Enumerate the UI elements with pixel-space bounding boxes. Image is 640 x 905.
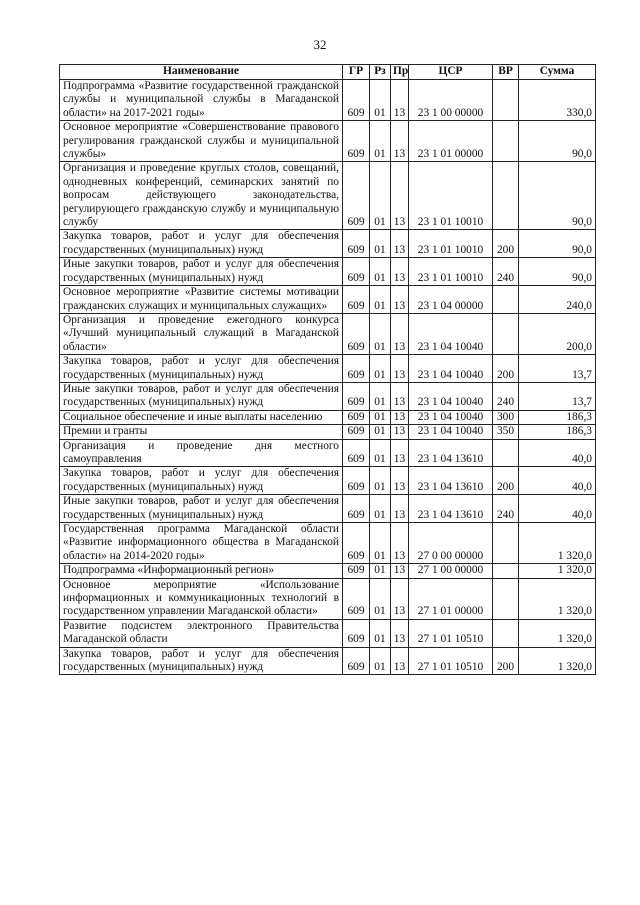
header-name: Наименование bbox=[60, 65, 343, 80]
row-csr: 23 1 04 10040 bbox=[409, 355, 493, 383]
row-gr: 609 bbox=[343, 355, 370, 383]
row-csr: 23 1 01 00000 bbox=[409, 121, 493, 162]
row-csr: 27 1 01 10510 bbox=[409, 619, 493, 647]
row-rz: 01 bbox=[370, 313, 391, 354]
row-csr: 23 1 00 00000 bbox=[409, 80, 493, 121]
row-sum: 330,0 bbox=[519, 80, 596, 121]
row-sum: 200,0 bbox=[519, 313, 596, 354]
row-csr: 27 1 01 10510 bbox=[409, 647, 493, 675]
table-row bbox=[60, 382, 596, 410]
row-gr: 609 bbox=[343, 382, 370, 410]
row-gr: 609 bbox=[343, 467, 370, 495]
row-sum: 90,0 bbox=[519, 230, 596, 258]
row-pr: 13 bbox=[391, 230, 409, 258]
row-pr: 13 bbox=[391, 80, 409, 121]
row-sum: 13,7 bbox=[519, 382, 596, 410]
row-pr: 13 bbox=[391, 313, 409, 354]
row-csr: 27 1 01 00000 bbox=[409, 578, 493, 619]
row-csr: 23 1 04 00000 bbox=[409, 286, 493, 314]
row-gr: 609 bbox=[343, 162, 370, 230]
row-gr: 609 bbox=[343, 313, 370, 354]
row-rz: 01 bbox=[370, 619, 391, 647]
row-csr: 23 1 04 10040 bbox=[409, 313, 493, 354]
row-csr: 23 1 01 10010 bbox=[409, 258, 493, 286]
row-vr bbox=[493, 313, 519, 354]
row-vr bbox=[493, 121, 519, 162]
table-row bbox=[60, 230, 596, 258]
row-csr: 23 1 04 10040 bbox=[409, 425, 493, 439]
row-rz: 01 bbox=[370, 495, 391, 523]
row-gr: 609 bbox=[343, 425, 370, 439]
header-rz: Рз bbox=[370, 65, 391, 80]
table-row bbox=[60, 162, 596, 230]
row-sum: 240,0 bbox=[519, 286, 596, 314]
table-row bbox=[60, 121, 596, 162]
row-gr: 609 bbox=[343, 619, 370, 647]
row-rz: 01 bbox=[370, 162, 391, 230]
row-vr bbox=[493, 162, 519, 230]
row-sum: 40,0 bbox=[519, 467, 596, 495]
row-pr: 13 bbox=[391, 647, 409, 675]
row-gr: 609 bbox=[343, 258, 370, 286]
row-pr: 13 bbox=[391, 523, 409, 564]
row-rz: 01 bbox=[370, 286, 391, 314]
row-name: Социальное обеспечение и иные выплаты населению bbox=[60, 410, 343, 424]
row-name: Премии и гранты bbox=[60, 425, 343, 439]
row-csr: 27 1 00 00000 bbox=[409, 564, 493, 578]
table-row bbox=[60, 355, 596, 383]
row-gr: 609 bbox=[343, 286, 370, 314]
table-row bbox=[60, 425, 596, 439]
row-rz: 01 bbox=[370, 578, 391, 619]
row-csr: 23 1 04 13610 bbox=[409, 467, 493, 495]
row-csr: 23 1 04 10040 bbox=[409, 410, 493, 424]
row-rz: 01 bbox=[370, 425, 391, 439]
row-pr: 13 bbox=[391, 578, 409, 619]
table-row bbox=[60, 564, 596, 578]
table-header-row bbox=[60, 65, 596, 80]
row-gr: 609 bbox=[343, 495, 370, 523]
header-vr: ВР bbox=[493, 65, 519, 80]
row-pr: 13 bbox=[391, 382, 409, 410]
row-name: Организация и проведение ежегодного конкурса «Лучший муниципальный служащий в Магаданской области» bbox=[60, 313, 343, 354]
row-vr: 240 bbox=[493, 382, 519, 410]
row-gr: 609 bbox=[343, 523, 370, 564]
row-vr: 200 bbox=[493, 355, 519, 383]
row-gr: 609 bbox=[343, 647, 370, 675]
row-vr: 200 bbox=[493, 230, 519, 258]
row-sum: 186,3 bbox=[519, 410, 596, 424]
row-name: Подпрограмма «Развитие государственной гражданской службы и муниципальной службы в Магаданской области» на 2017-2021 годы» bbox=[60, 80, 343, 121]
table-row bbox=[60, 410, 596, 424]
header-gr: ГР bbox=[343, 65, 370, 80]
row-name: Иные закупки товаров, работ и услуг для обеспечения государственных (муниципальных) нужд bbox=[60, 382, 343, 410]
header-csr: ЦСР bbox=[409, 65, 493, 80]
row-vr: 240 bbox=[493, 258, 519, 286]
row-sum: 40,0 bbox=[519, 439, 596, 467]
row-rz: 01 bbox=[370, 467, 391, 495]
row-gr: 609 bbox=[343, 80, 370, 121]
row-name: Иные закупки товаров, работ и услуг для обеспечения государственных (муниципальных) нужд bbox=[60, 258, 343, 286]
row-name: Основное мероприятие «Использование информационных и коммуникационных технологий в государственном управлении Магаданской области» bbox=[60, 578, 343, 619]
row-gr: 609 bbox=[343, 439, 370, 467]
table-row bbox=[60, 467, 596, 495]
budget-table bbox=[59, 64, 596, 675]
row-vr: 200 bbox=[493, 467, 519, 495]
row-pr: 13 bbox=[391, 258, 409, 286]
header-sum: Сумма bbox=[519, 65, 596, 80]
table-row bbox=[60, 80, 596, 121]
row-rz: 01 bbox=[370, 647, 391, 675]
row-sum: 1 320,0 bbox=[519, 578, 596, 619]
row-csr: 23 1 04 13610 bbox=[409, 439, 493, 467]
row-csr: 23 1 04 13610 bbox=[409, 495, 493, 523]
row-name: Иные закупки товаров, работ и услуг для обеспечения государственных (муниципальных) нужд bbox=[60, 495, 343, 523]
row-sum: 90,0 bbox=[519, 258, 596, 286]
table-row bbox=[60, 313, 596, 354]
row-sum: 1 320,0 bbox=[519, 647, 596, 675]
row-pr: 13 bbox=[391, 121, 409, 162]
row-pr: 13 bbox=[391, 162, 409, 230]
page-number: 32 bbox=[313, 37, 327, 52]
row-name: Основное мероприятие «Развитие системы мотивации гражданских служащих и муниципальных служащих» bbox=[60, 286, 343, 314]
row-sum: 90,0 bbox=[519, 162, 596, 230]
row-pr: 13 bbox=[391, 439, 409, 467]
table-row bbox=[60, 523, 596, 564]
row-vr bbox=[493, 80, 519, 121]
row-pr: 13 bbox=[391, 410, 409, 424]
row-vr: 350 bbox=[493, 425, 519, 439]
row-name: Государственная программа Магаданской области «Развитие информационного общества в Магаданской области» на 2014-2020 годы» bbox=[60, 523, 343, 564]
row-pr: 13 bbox=[391, 355, 409, 383]
table-row bbox=[60, 258, 596, 286]
row-vr: 200 bbox=[493, 647, 519, 675]
row-sum: 90,0 bbox=[519, 121, 596, 162]
row-vr bbox=[493, 439, 519, 467]
table-row bbox=[60, 439, 596, 467]
row-vr bbox=[493, 578, 519, 619]
row-sum: 1 320,0 bbox=[519, 564, 596, 578]
row-name: Закупка товаров, работ и услуг для обеспечения государственных (муниципальных) нужд bbox=[60, 647, 343, 675]
row-name: Закупка товаров, работ и услуг для обеспечения государственных (муниципальных) нужд bbox=[60, 230, 343, 258]
row-vr bbox=[493, 619, 519, 647]
row-name: Организация и проведение круглых столов, совещаний, однодневных конференций, семинарских занятий по вопросам действующего законодательства, регулирующего гражданскую службу и муниципальную службу bbox=[60, 162, 343, 230]
row-sum: 1 320,0 bbox=[519, 619, 596, 647]
row-rz: 01 bbox=[370, 410, 391, 424]
row-gr: 609 bbox=[343, 564, 370, 578]
row-rz: 01 bbox=[370, 121, 391, 162]
row-vr: 300 bbox=[493, 410, 519, 424]
row-name: Развитие подсистем электронного Правительства Магаданской области bbox=[60, 619, 343, 647]
row-sum: 13,7 bbox=[519, 355, 596, 383]
row-pr: 13 bbox=[391, 495, 409, 523]
row-name: Основное мероприятие «Совершенствование правового регулирования гражданской службы и муниципальной службы» bbox=[60, 121, 343, 162]
row-rz: 01 bbox=[370, 258, 391, 286]
row-name: Закупка товаров, работ и услуг для обеспечения государственных (муниципальных) нужд bbox=[60, 467, 343, 495]
row-rz: 01 bbox=[370, 439, 391, 467]
row-sum: 40,0 bbox=[519, 495, 596, 523]
row-sum: 186,3 bbox=[519, 425, 596, 439]
row-name: Закупка товаров, работ и услуг для обеспечения государственных (муниципальных) нужд bbox=[60, 355, 343, 383]
row-gr: 609 bbox=[343, 410, 370, 424]
row-sum: 1 320,0 bbox=[519, 523, 596, 564]
row-name: Организация и проведение дня местного самоуправления bbox=[60, 439, 343, 467]
row-vr: 240 bbox=[493, 495, 519, 523]
row-csr: 23 1 04 10040 bbox=[409, 382, 493, 410]
row-rz: 01 bbox=[370, 80, 391, 121]
row-gr: 609 bbox=[343, 230, 370, 258]
row-rz: 01 bbox=[370, 230, 391, 258]
table-row bbox=[60, 578, 596, 619]
table-row bbox=[60, 495, 596, 523]
row-vr bbox=[493, 286, 519, 314]
row-pr: 13 bbox=[391, 467, 409, 495]
row-pr: 13 bbox=[391, 425, 409, 439]
row-gr: 609 bbox=[343, 578, 370, 619]
row-pr: 13 bbox=[391, 286, 409, 314]
row-csr: 27 0 00 00000 bbox=[409, 523, 493, 564]
row-name: Подпрограмма «Информационный регион» bbox=[60, 564, 343, 578]
row-rz: 01 bbox=[370, 382, 391, 410]
row-vr bbox=[493, 564, 519, 578]
row-rz: 01 bbox=[370, 523, 391, 564]
row-csr: 23 1 01 10010 bbox=[409, 162, 493, 230]
row-csr: 23 1 01 10010 bbox=[409, 230, 493, 258]
row-rz: 01 bbox=[370, 355, 391, 383]
table-row bbox=[60, 619, 596, 647]
row-pr: 13 bbox=[391, 564, 409, 578]
table-row bbox=[60, 286, 596, 314]
row-pr: 13 bbox=[391, 619, 409, 647]
row-gr: 609 bbox=[343, 121, 370, 162]
row-rz: 01 bbox=[370, 564, 391, 578]
row-vr bbox=[493, 523, 519, 564]
header-pr: Пр bbox=[391, 65, 409, 80]
table-row bbox=[60, 647, 596, 675]
